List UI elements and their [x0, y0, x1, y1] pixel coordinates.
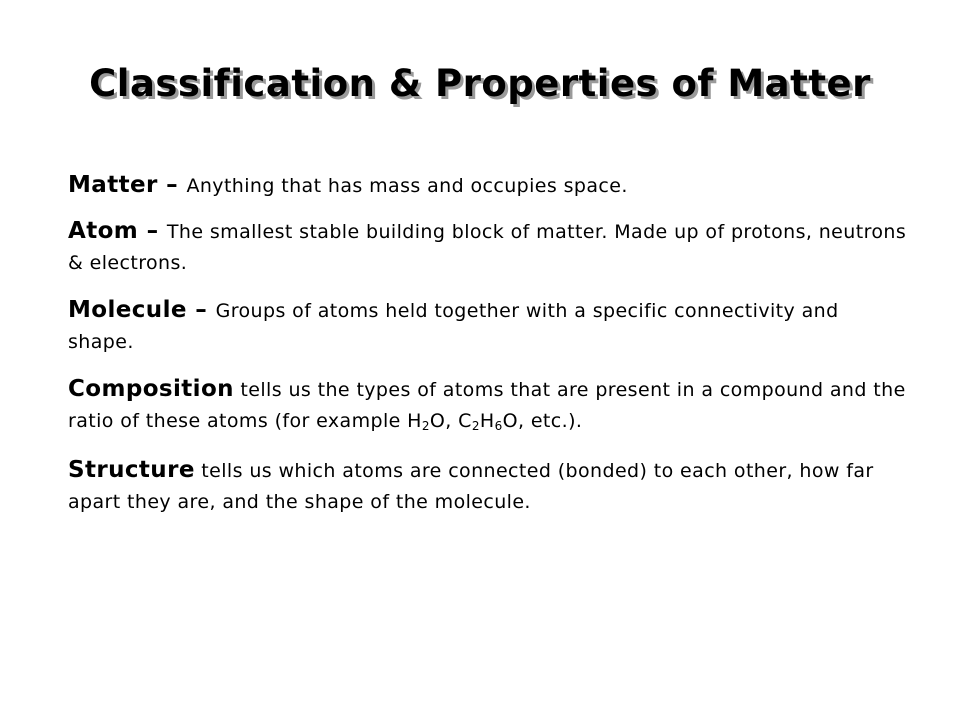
separator: – [157, 172, 187, 198]
subscript: 2 [421, 419, 430, 433]
definition-text-end: , etc.). [517, 410, 583, 432]
definitions-list [68, 170, 908, 534]
formula-water [407, 410, 445, 432]
definition-matter [68, 170, 908, 202]
element: O [502, 410, 518, 432]
definition-text: tells us the types of atoms that are present in a compound and the ratio of these atoms (for example [68, 379, 906, 432]
definition-text: tells us which atoms are connected (bonded) to each other, how far apart they are, and the shape of the molecule. [68, 460, 874, 513]
term-matter: Matter [68, 172, 158, 198]
formula-ethanol [458, 410, 518, 432]
term-molecule: Molecule [68, 297, 187, 323]
term-structure: Structure [68, 457, 195, 483]
definition-molecule [68, 295, 908, 358]
element: O [429, 410, 446, 432]
element: H [479, 410, 495, 432]
subscript: 2 [471, 419, 480, 433]
definition-text: The smallest stable building block of matter. Made up of protons, neutrons & electrons. [68, 221, 907, 274]
subscript: 6 [494, 419, 503, 433]
term-composition: Composition [68, 376, 234, 402]
definition-text: Groups of atoms held together with a specific connectivity and shape. [68, 300, 839, 353]
separator: – [186, 297, 216, 323]
definition-structure [68, 455, 908, 518]
definition-atom [68, 216, 908, 279]
element: C [458, 410, 472, 432]
formula-joiner: , [445, 410, 459, 432]
term-atom: Atom [68, 218, 139, 244]
definition-composition [68, 374, 908, 437]
slide-title: Classification & Properties of Matter [89, 62, 871, 105]
element: H [407, 410, 422, 432]
separator: – [138, 218, 167, 244]
definition-text: Anything that has mass and occupies space. [186, 175, 628, 197]
